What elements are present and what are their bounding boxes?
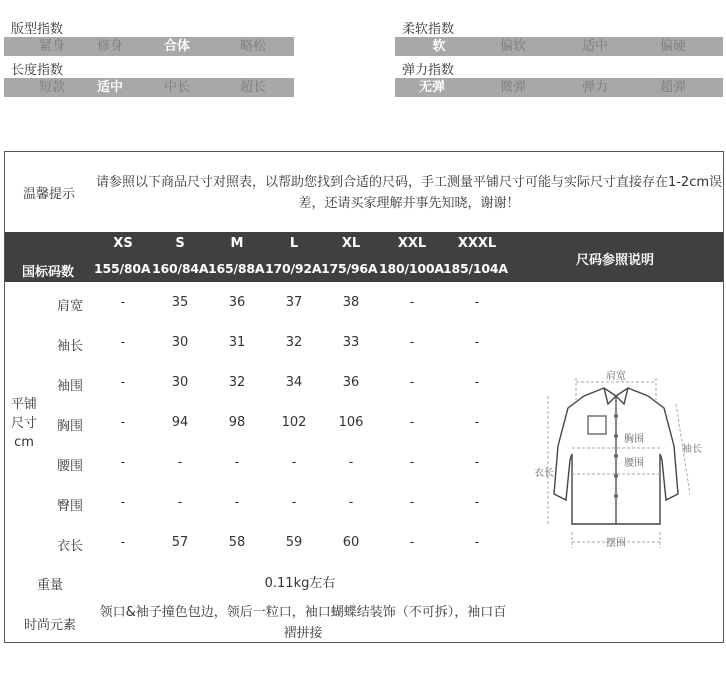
diagram-label-chest: 胸围	[624, 434, 644, 445]
softness-option: 适中	[581, 39, 608, 54]
weight-value: 0.11kg左右	[264, 576, 336, 591]
measurement-cell: 33	[342, 335, 360, 350]
size-header: XXL	[397, 236, 427, 251]
elasticity-option: 弹力	[581, 80, 608, 95]
size-header: S	[175, 236, 185, 251]
fashion-label: 时尚元素	[23, 618, 76, 633]
measurement-cell: -	[409, 495, 415, 510]
standard-header: 180/100A	[379, 261, 444, 276]
fashion-text	[90, 602, 516, 644]
diagram-label-waist: 腰围	[624, 458, 644, 469]
standard-header: 185/104A	[443, 261, 508, 276]
softness-option: 偏软	[499, 39, 526, 54]
measurement-cell: -	[474, 535, 480, 550]
measurement-cell: 35	[171, 295, 189, 310]
measurement-cell: -	[234, 455, 240, 470]
elasticity-option: 微弹	[499, 80, 526, 95]
measurement-cell: 59	[285, 535, 303, 550]
measurement-cell: 106	[338, 415, 364, 430]
elasticity-option-selected: 无弹	[418, 80, 445, 95]
measurement-row-label: 袖长	[56, 339, 83, 354]
notice-line-1: 请参照以下商品尺寸对照表，以帮助您找到合适的尺码，手工测量平铺尺寸可能与实际尺寸直接存在1-2cm误	[95, 175, 723, 190]
diagram-label-shoulder: 肩宽	[606, 371, 626, 382]
fit-option: 略松	[239, 39, 266, 54]
measurement-row-label: 肩宽	[56, 299, 83, 314]
measurement-cell: -	[348, 495, 354, 510]
shirt-diagram	[526, 364, 716, 554]
reference-header: 尺码参照说明	[575, 253, 654, 268]
length-option: 超长	[239, 80, 266, 95]
flat-size-label-line: 尺寸	[10, 416, 37, 431]
shirt-outline	[554, 388, 678, 524]
fit-option: 紧身	[38, 39, 65, 54]
length-option: 短款	[38, 80, 65, 95]
notice-line-2: 差，还请买家理解并事先知晓，谢谢！	[298, 196, 520, 211]
diagram-label-hem: 摆围	[606, 538, 626, 549]
size-header: XL	[341, 236, 361, 251]
measurement-cell: -	[474, 295, 480, 310]
elasticity-option: 超弹	[659, 80, 686, 95]
measurement-cell: -	[409, 535, 415, 550]
measurement-cell: -	[474, 415, 480, 430]
measurement-cell: 38	[342, 295, 360, 310]
measurement-cell: -	[409, 455, 415, 470]
flat-size-label-line: 平铺	[10, 397, 37, 412]
measurement-cell: -	[120, 535, 126, 550]
fashion-line-2: 褶拼接	[283, 626, 323, 641]
measurement-cell: -	[120, 455, 126, 470]
measurement-row-label: 胸围	[56, 419, 83, 434]
measurement-cell: -	[234, 495, 240, 510]
fit-index-title: 版型指数	[11, 22, 64, 37]
measurement-cell: 30	[171, 335, 189, 350]
measurement-cell: -	[474, 335, 480, 350]
measurement-cell: -	[177, 495, 183, 510]
fashion-line-1: 领口&袖子撞色包边，领后一粒口，袖口蝴蝶结装饰（不可拆），袖口百	[99, 605, 507, 620]
measurement-cell: -	[409, 335, 415, 350]
measurement-cell: -	[409, 415, 415, 430]
measurement-cell: 60	[342, 535, 360, 550]
size-header: M	[230, 236, 244, 251]
measurement-cell: -	[291, 455, 297, 470]
measurement-row-label: 腰围	[56, 459, 83, 474]
softness-index-bar	[395, 37, 723, 56]
measurement-cell: 102	[281, 415, 307, 430]
length-index-title: 长度指数	[11, 63, 64, 78]
measurement-cell: -	[120, 295, 126, 310]
measurement-cell: -	[120, 415, 126, 430]
measurement-row-label: 袖围	[56, 379, 83, 394]
size-header: XS	[113, 236, 133, 251]
standard-header: 160/84A	[152, 261, 209, 276]
measurement-cell: -	[177, 455, 183, 470]
measurement-cell: 32	[285, 335, 303, 350]
length-option-selected: 适中	[96, 80, 123, 95]
measurement-cell: 98	[228, 415, 246, 430]
measurement-cell: -	[409, 375, 415, 390]
measurement-cell: -	[474, 375, 480, 390]
standard-header: 175/96A	[321, 261, 378, 276]
measurement-cell: -	[291, 495, 297, 510]
fit-option-selected: 合体	[163, 39, 190, 54]
flat-size-label-line: cm	[14, 435, 34, 450]
softness-index-title: 柔软指数	[402, 22, 455, 37]
diagram-label-sleeve: 袖长	[682, 444, 702, 455]
size-header: XXXL	[457, 236, 497, 251]
measurement-cell: 30	[171, 375, 189, 390]
measurement-cell: 34	[285, 375, 303, 390]
fit-option: 修身	[96, 39, 123, 54]
measurement-cell: 37	[285, 295, 303, 310]
measurement-cell: 32	[228, 375, 246, 390]
measurement-cell: -	[474, 495, 480, 510]
measurement-row-label: 衣长	[56, 539, 83, 554]
standard-header: 170/92A	[265, 261, 322, 276]
softness-option-selected: 软	[432, 39, 446, 54]
measurement-cell: 31	[228, 335, 246, 350]
elasticity-index-bar	[395, 78, 723, 97]
measurement-cell: -	[474, 455, 480, 470]
notice-text	[94, 172, 724, 214]
notice-label: 温馨提示	[22, 187, 75, 202]
measurement-cell: 36	[342, 375, 360, 390]
standard-size-label: 国标码数	[22, 265, 75, 280]
length-index-bar	[4, 78, 294, 97]
standard-header: 155/80A	[94, 261, 151, 276]
measurement-cell: -	[120, 495, 126, 510]
fit-index-bar	[4, 37, 294, 56]
size-header: L	[289, 236, 299, 251]
elasticity-index-title: 弹力指数	[402, 63, 455, 78]
measurement-cell: -	[409, 295, 415, 310]
measurement-cell: 58	[228, 535, 246, 550]
measurement-cell: 57	[171, 535, 189, 550]
softness-option: 偏硬	[659, 39, 686, 54]
flat-size-label	[8, 395, 40, 452]
standard-header: 165/88A	[208, 261, 265, 276]
measurement-row-label: 臀围	[56, 499, 83, 514]
measurement-cell: -	[120, 375, 126, 390]
measurement-cell: -	[120, 335, 126, 350]
measurement-cell: 36	[228, 295, 246, 310]
length-option: 中长	[163, 80, 190, 95]
weight-label: 重量	[36, 578, 63, 593]
diagram-label-length: 衣长	[534, 468, 554, 479]
measurement-cell: -	[348, 455, 354, 470]
measurement-cell: 94	[171, 415, 189, 430]
